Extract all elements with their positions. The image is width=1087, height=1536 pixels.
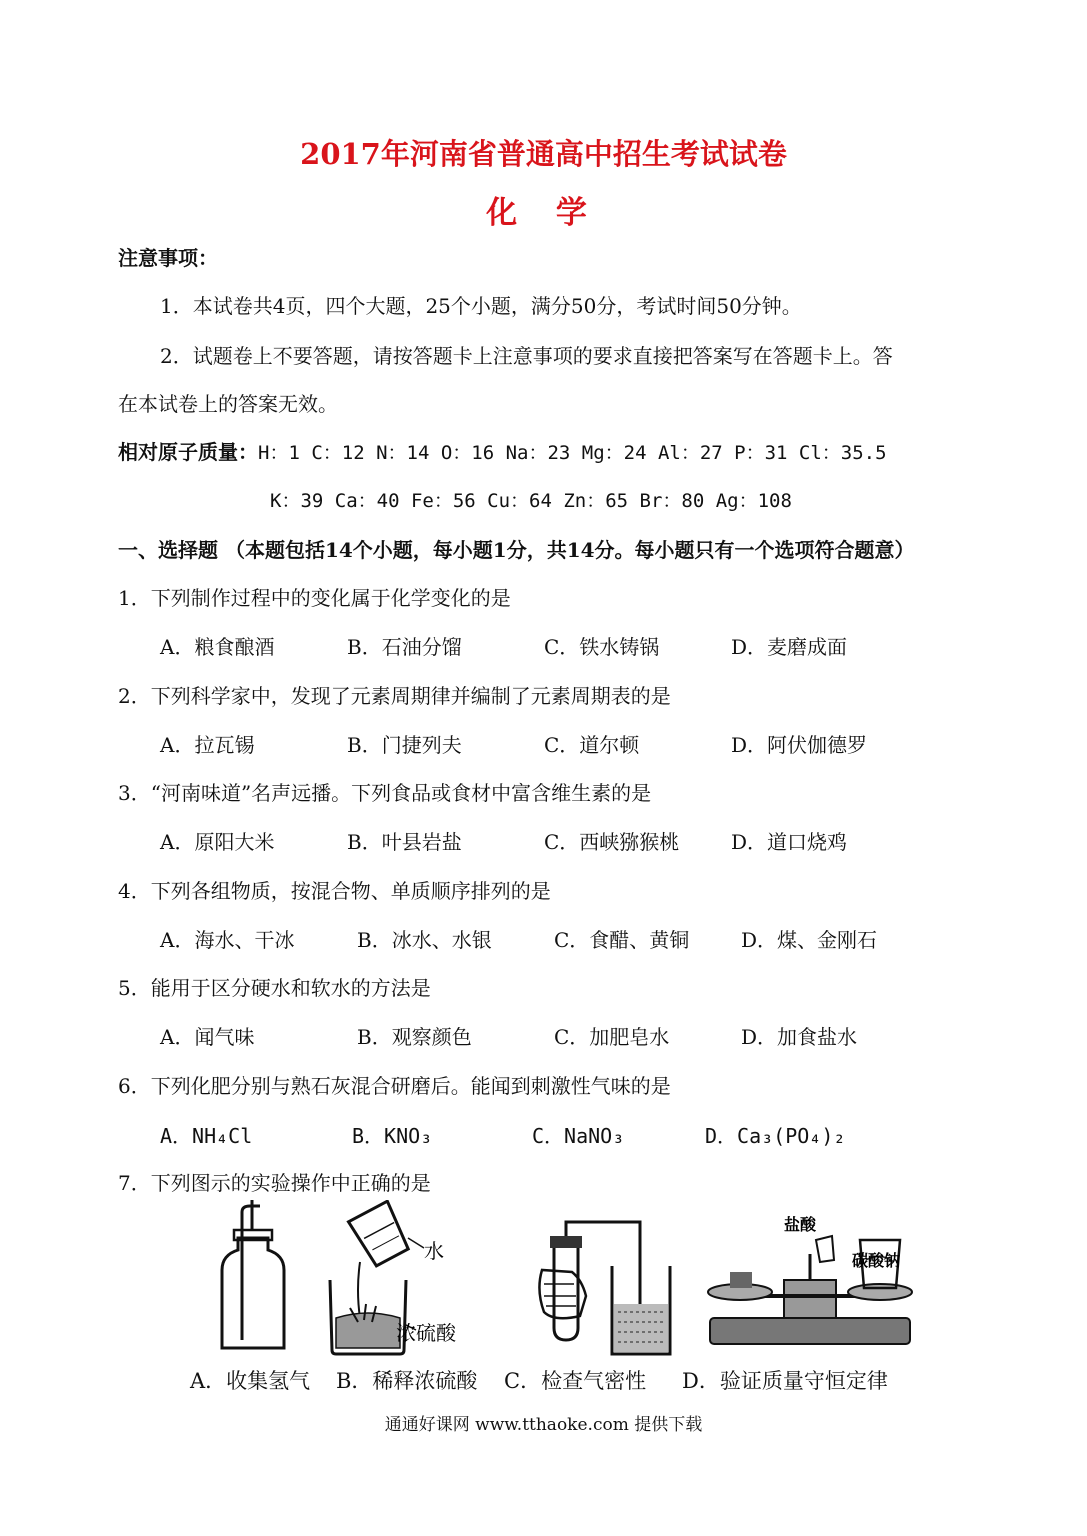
option-c: C．NaNO₃ (532, 1124, 625, 1148)
option-d: D．道口烧鸡 (731, 830, 848, 854)
subject-title: 化 学 (486, 195, 601, 231)
question-stem: 1．下列制作过程中的变化属于化学变化的是 (118, 586, 511, 610)
option-d: D．麦磨成面 (731, 635, 848, 659)
option-b: B．叶县岩盐 (347, 830, 462, 854)
option-c: C．西峡猕猴桃 (544, 830, 680, 854)
option-c: C．加肥皂水 (554, 1025, 670, 1049)
dilution-figure (320, 1200, 490, 1360)
option-a: A．闻气味 (160, 1025, 255, 1049)
option-c: C．道尔顿 (544, 733, 640, 757)
option-a: A．NH₄Cl (160, 1124, 253, 1148)
caption-d: D．验证质量守恒定律 (682, 1369, 888, 1393)
question-stem: 7．下列图示的实验操作中正确的是 (118, 1171, 431, 1195)
option-d: D．Ca₃(PO₄)₂ (705, 1124, 846, 1148)
notice-item-2: 2．试题卷上不要答题，请按答题卡上注意事项的要求直接把答案写在答题卡上。答 (160, 344, 893, 368)
caption-b: B．稀释浓硫酸 (336, 1369, 478, 1393)
option-b: B．观察颜色 (357, 1025, 472, 1049)
option-a: A．拉瓦锡 (160, 733, 255, 757)
option-c: C．食醋、黄铜 (554, 928, 690, 952)
option-a: A．原阳大米 (160, 830, 275, 854)
atomic-mass-row-1 (118, 436, 887, 465)
option-a: A．粮食酿酒 (160, 635, 275, 659)
option-d: D．加食盐水 (741, 1025, 858, 1049)
acid-label: 浓硫酸 (396, 1321, 456, 1345)
question-stem: 3．“河南味道”名声远播。下列食品或食材中富含维生素的是 (118, 781, 652, 805)
question-stem: 4．下列各组物质，按混合物、单质顺序排列的是 (118, 879, 551, 903)
option-a: A．海水、干冰 (160, 928, 295, 952)
atomic-mass-values-2: K：39 Ca：40 Fe：56 Cu：64 Zn：65 Br：80 Ag：108 (270, 490, 792, 512)
question-stem: 2．下列科学家中，发现了元素周期律并编制了元素周期表的是 (118, 684, 671, 708)
experiment-figures (180, 1200, 920, 1360)
balance-figure (700, 1200, 920, 1360)
atomic-mass-label: 相对原子质量： (118, 440, 258, 464)
na2co3-label: 碳酸钠 (852, 1251, 901, 1270)
water-label: 水 (424, 1239, 444, 1263)
notice-item-2-cont: 在本试卷上的答案无效。 (118, 392, 338, 416)
option-b: B．石油分馏 (347, 635, 462, 659)
footer-text: 通通好课网 www.tthaoke.com 提供下载 (384, 1415, 703, 1435)
option-b: B．门捷列夫 (347, 733, 462, 757)
caption-c: C．检查气密性 (504, 1369, 647, 1393)
option-b: B．冰水、水银 (357, 928, 492, 952)
gas-bottle-figure (210, 1200, 310, 1360)
notice-item-1: 1．本试卷共4页，四个大题，25个小题，满分50分，考试时间50分钟。 (160, 294, 802, 318)
option-d: D．煤、金刚石 (741, 928, 878, 952)
option-c: C．铁水铸锅 (544, 635, 660, 659)
section-heading: 一、选择题 （本题包括14个小题，每小题1分，共14分。每小题只有一个选项符合题意） (118, 538, 915, 562)
question-stem: 5．能用于区分硬水和软水的方法是 (118, 976, 431, 1000)
hcl-label: 盐酸 (784, 1215, 817, 1234)
exam-title: 2017年河南省普通高中招生考试试卷 (300, 137, 787, 171)
option-d: D．阿伏伽德罗 (731, 733, 868, 757)
option-b: B．KNO₃ (352, 1124, 433, 1148)
question-stem: 6．下列化肥分别与熟石灰混合研磨后。能闻到刺激性气味的是 (118, 1074, 671, 1098)
notice-heading: 注意事项： (118, 246, 218, 270)
atomic-mass-values-1: H：1 C：12 N：14 O：16 Na：23 Mg：24 Al：27 P：31 Cl：35.5 (258, 442, 887, 464)
caption-a: A．收集氢气 (190, 1369, 311, 1393)
airtight-figure (520, 1200, 680, 1360)
